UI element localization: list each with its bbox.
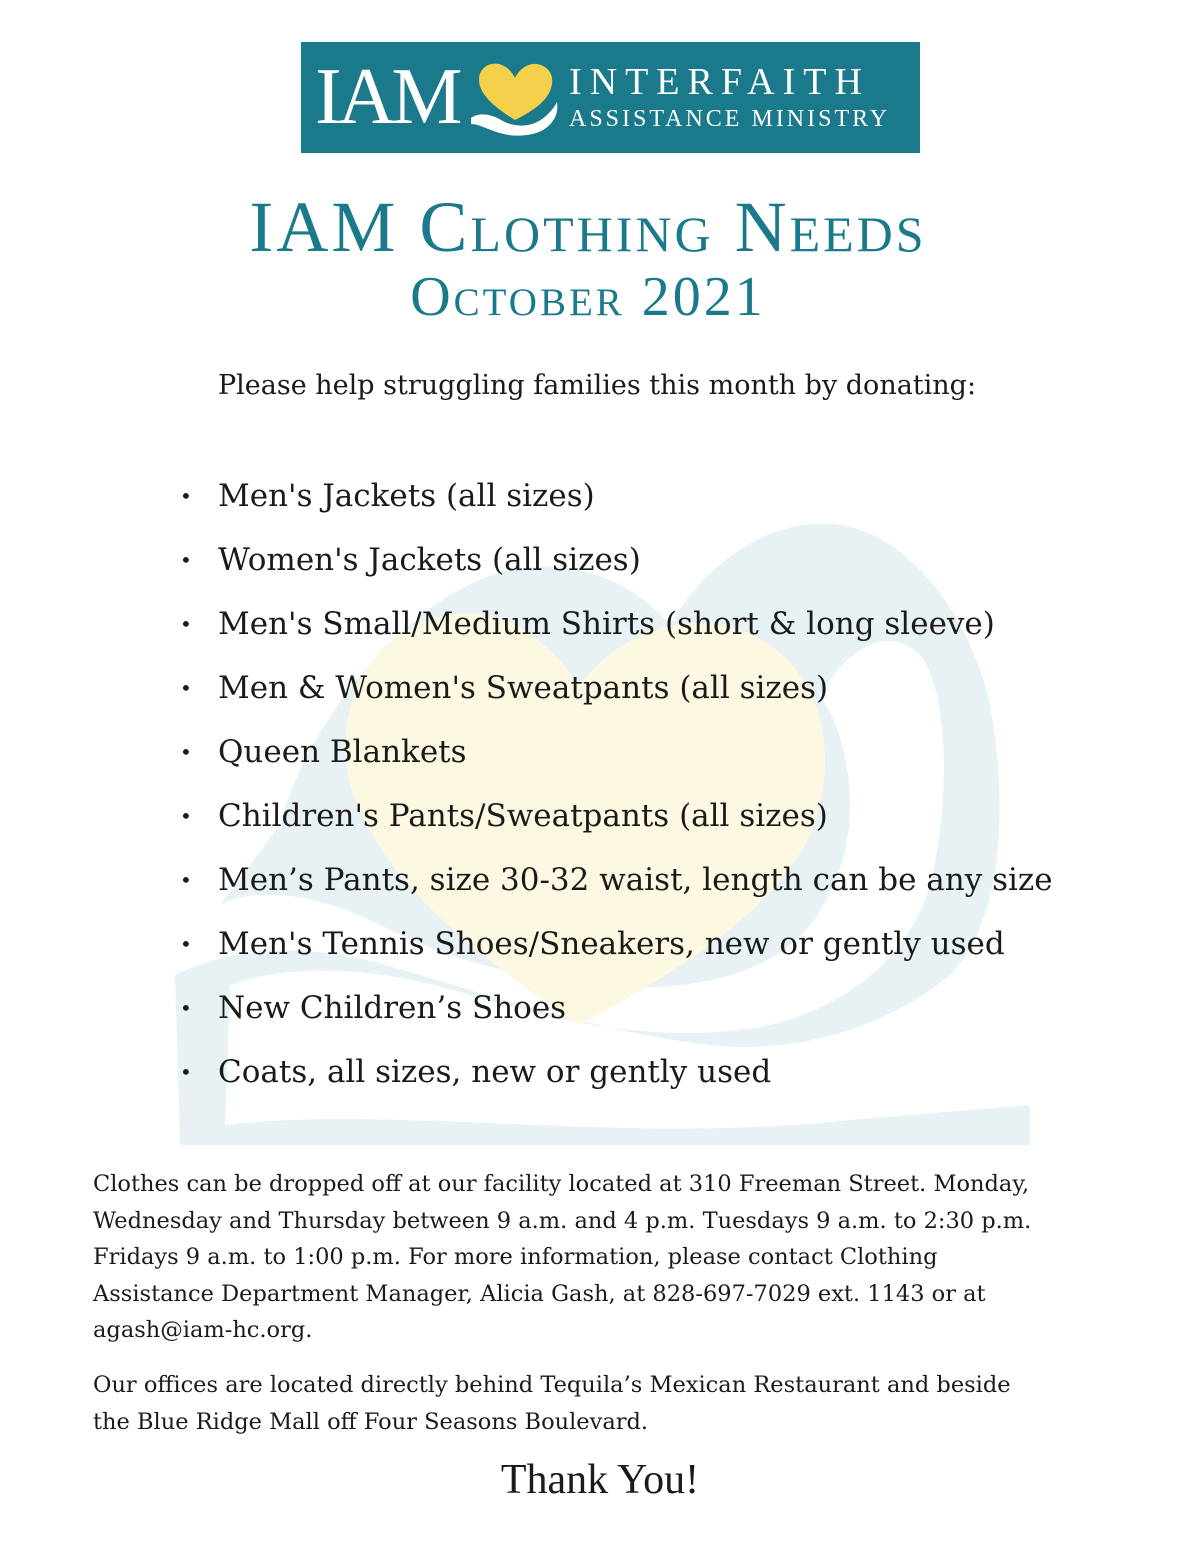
drop-off-line: Clothes can be dropped off at our facility located at 310 Freeman Street. Monday, xyxy=(93,1171,1030,1197)
intro-text: Please help struggling families this month by donating: xyxy=(218,370,977,401)
list-item: • Men’s Pants, size 30-32 waist, length can be any size xyxy=(176,856,1053,920)
logo-line-interfaith: INTERFAITH xyxy=(569,61,870,103)
list-item: • Men's Tennis Shoes/Sneakers, new or gently used xyxy=(176,920,1053,984)
location-info xyxy=(93,1367,1113,1440)
heart-in-hand-icon xyxy=(469,58,561,140)
logo-acronym: IAM xyxy=(315,53,459,141)
list-item: • Coats, all sizes, new or gently used xyxy=(176,1048,1053,1112)
list-item: • Children's Pants/Sweatpants (all sizes) xyxy=(176,792,1053,856)
logo-line-assistance-ministry: ASSISTANCE MINISTRY xyxy=(569,106,891,132)
needs-list xyxy=(176,472,1053,1112)
list-item: • Men & Women's Sweatpants (all sizes) xyxy=(176,664,1053,728)
drop-off-line: Wednesday and Thursday between 9 a.m. and 4 p.m. Tuesdays 9 a.m. to 2:30 p.m. xyxy=(93,1207,1032,1234)
list-item: • Men's Small/Medium Shirts (short & long sleeve) xyxy=(176,600,1053,664)
drop-off-line: Fridays 9 a.m. to 1:00 p.m. For more information, please contact Clothing xyxy=(93,1244,938,1270)
list-item: • New Children’s Shoes xyxy=(176,984,1053,1048)
contact-email[interactable]: agash@iam-hc.org. xyxy=(93,1317,313,1343)
drop-off-line: Assistance Department Manager, Alicia Gash, at 828-697-7029 ext. 1143 or at xyxy=(93,1280,986,1307)
closing-thank-you: Thank You! xyxy=(500,1457,700,1503)
drop-off-info xyxy=(93,1166,1113,1349)
list-item: • Men's Jackets (all sizes) xyxy=(176,472,1053,536)
location-line: Our offices are located directly behind Tequila’s Mexican Restaurant and beside xyxy=(93,1372,1011,1398)
location-line: the Blue Ridge Mall off Four Seasons Boulevard. xyxy=(93,1408,649,1435)
page-subtitle: October 2021 xyxy=(410,266,766,328)
list-item: • Queen Blankets xyxy=(176,728,1053,792)
list-item: • Women's Jackets (all sizes) xyxy=(176,536,1053,600)
page-title: IAM Clothing Needs xyxy=(249,187,927,267)
logo-banner xyxy=(301,42,920,153)
